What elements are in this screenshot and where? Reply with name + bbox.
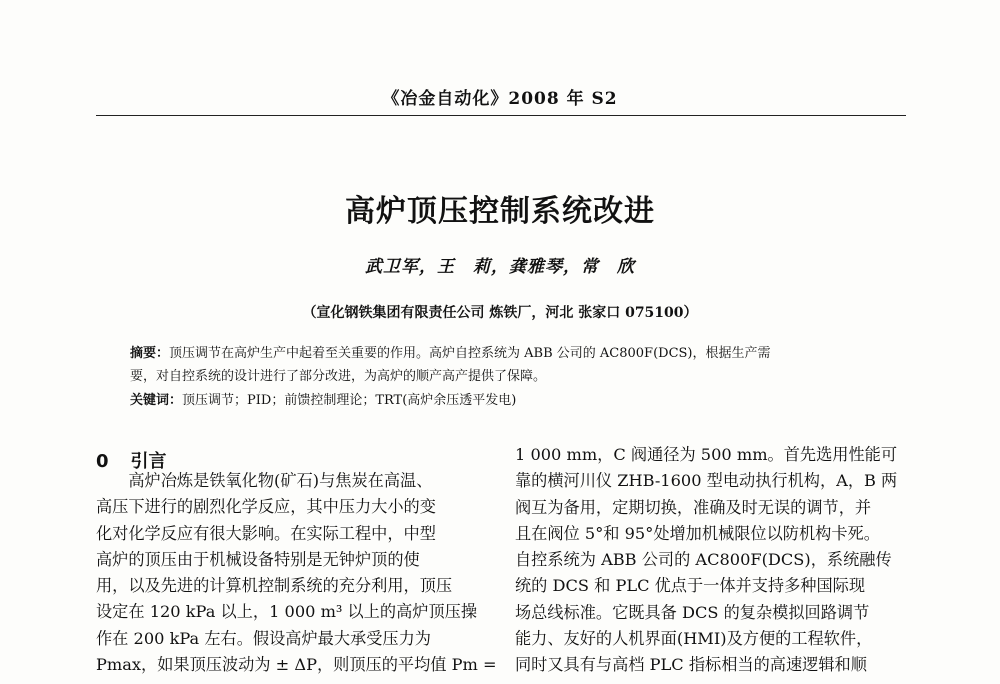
section-title: 引言 — [130, 451, 167, 472]
left-line: Pmax，如果顶压波动为 ± ΔP，则顶压的平均值 Pm = — [96, 655, 497, 675]
abstract-line-1: 顶压调节在高炉生产中起着至关重要的作用。高炉自控系统为 ABB 公司的 AC800F(DCS)，根据生产需 — [169, 346, 771, 361]
keywords-text: 顶压调节；PID；前馈控制理论；TRT(高炉余压透平发电) — [182, 393, 517, 408]
abstract — [130, 342, 875, 388]
keywords — [130, 389, 875, 412]
paper-title: 高炉顶压控制系统改进 — [345, 194, 655, 229]
affiliation: （宣化钢铁集团有限责任公司 炼铁厂，河北 张家口 075100） — [302, 305, 698, 321]
right-line: 靠的横河川仪 ZHB-1600 型电动执行机构，A，B 两 — [515, 471, 898, 491]
section-number: 0 — [96, 451, 109, 472]
left-line: 化对化学反应有很大影响。在实际工程中，中型 — [96, 523, 436, 543]
abstract-label: 摘要： — [130, 346, 170, 361]
right-line: 统的 DCS 和 PLC 优点于一体并支持多种国际现 — [515, 576, 866, 596]
right-line: 场总线标准。它既具备 DCS 的复杂模拟回路调节 — [515, 602, 870, 622]
header-rule — [96, 115, 906, 116]
journal-header: 《冶金自动化》2008 年 S2 — [382, 89, 618, 109]
left-line: 设定在 120 kPa 以上，1 000 m³ 以上的高炉顶压操 — [96, 602, 478, 622]
right-line: 同时又具有与高档 PLC 指标相当的高速逻辑和顺 — [515, 655, 867, 675]
left-line: 高炉的顶压由于机械设备特别是无钟炉顶的使 — [96, 549, 420, 569]
left-line: 高压下进行的剧烈化学反应，其中压力大小的变 — [96, 497, 436, 517]
abstract-line-2: 要，对自控系统的设计进行了部分改进，为高炉的顺产高产提供了保障。 — [130, 369, 547, 384]
right-line: 自控系统为 ABB 公司的 AC800F(DCS)，系统融传 — [515, 550, 892, 570]
right-line: 1 000 mm，C 阀通径为 500 mm。首先选用性能可 — [515, 445, 898, 464]
left-column — [96, 468, 497, 678]
right-line: 阀互为备用，定期切换，准确及时无误的调节，并 — [515, 497, 872, 517]
keywords-label: 关键词： — [130, 393, 183, 408]
authors: 武卫军，王 莉，龚雅琴，常 欣 — [365, 257, 635, 277]
left-line: 作在 200 kPa 左右。假设高炉最大承受压力为 — [96, 628, 431, 648]
right-line: 且在阀位 5°和 95°处增加机械限位以防机构卡死。 — [515, 523, 880, 543]
right-column — [515, 442, 915, 679]
left-line: 高炉冶炼是铁氧化物(矿石)与焦炭在高温、 — [96, 471, 433, 490]
left-line: 用，以及先进的计算机控制系统的充分利用，顶压 — [96, 576, 453, 596]
right-line: 能力、友好的人机界面(HMI)及方便的工程软件， — [515, 629, 873, 649]
